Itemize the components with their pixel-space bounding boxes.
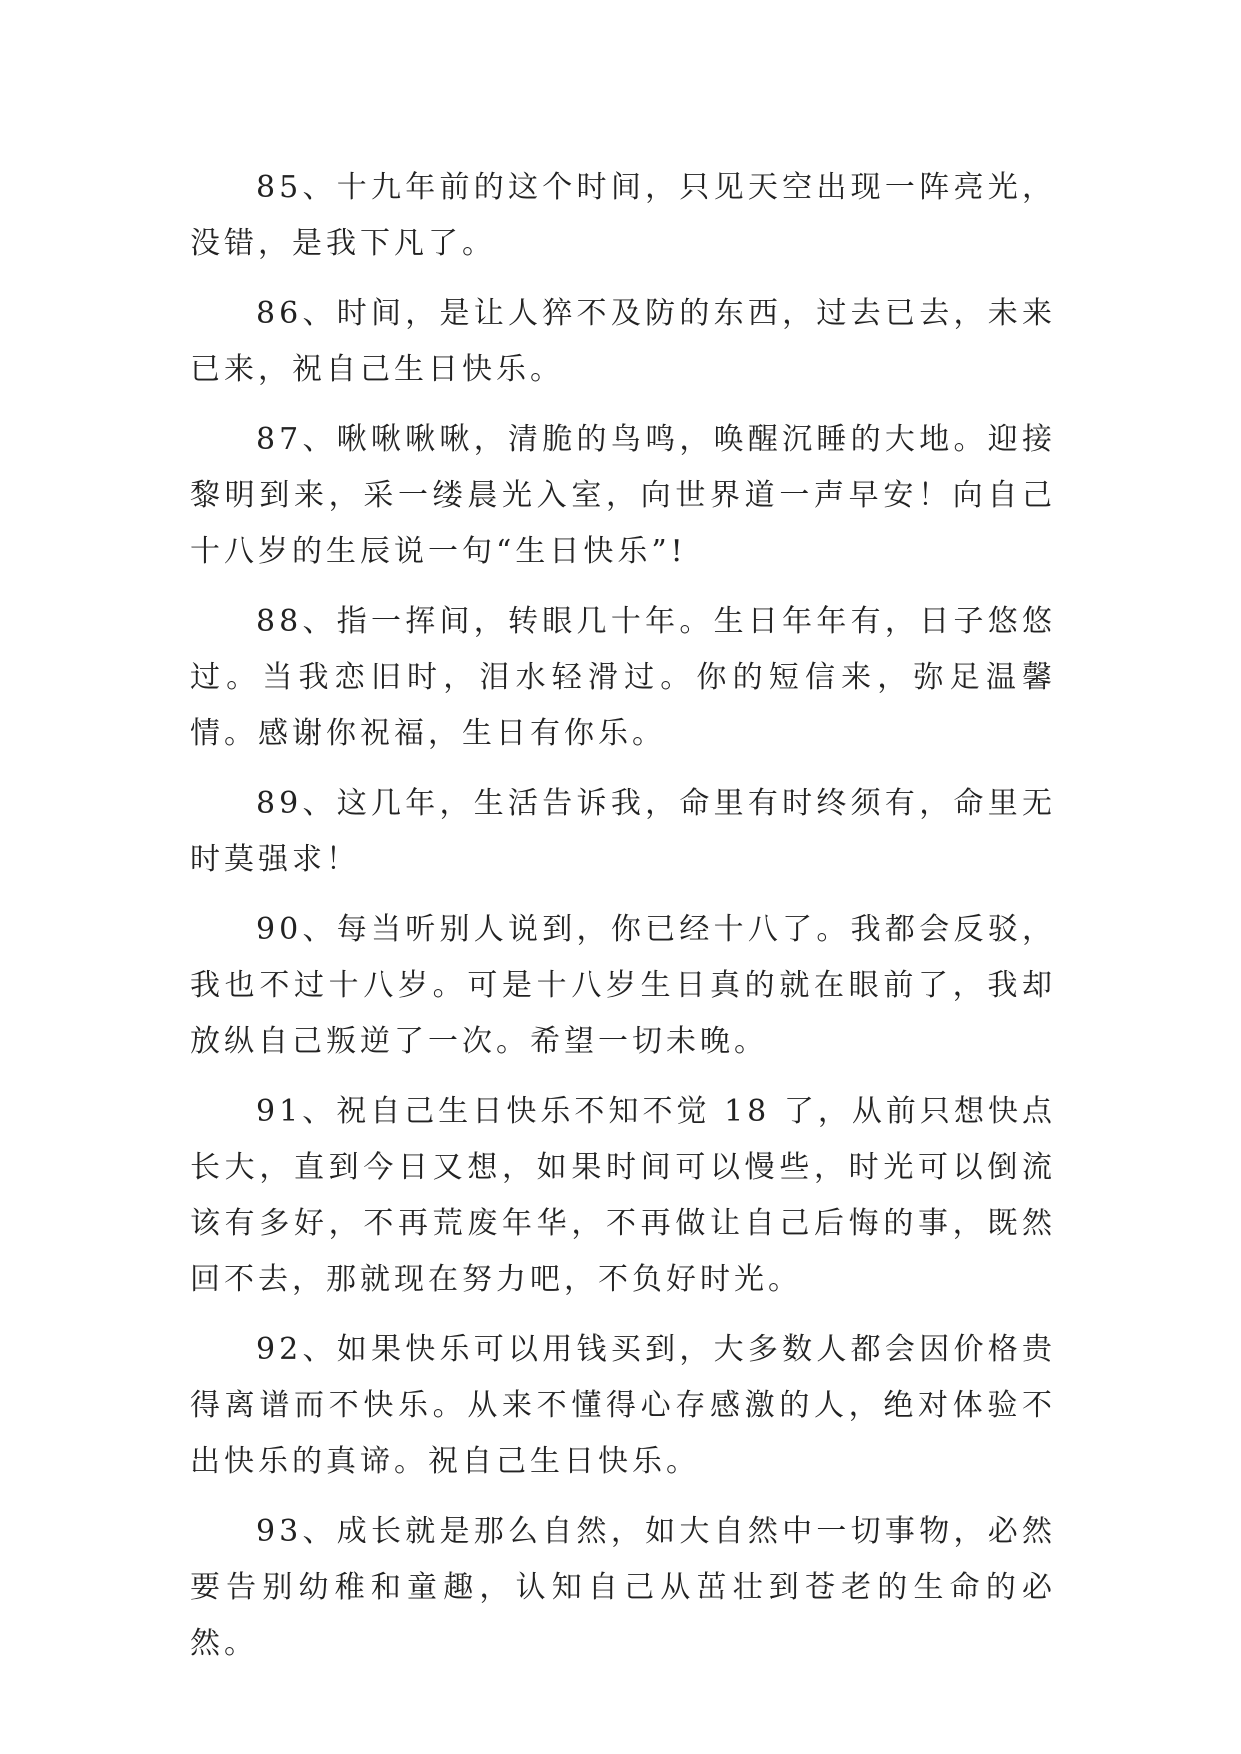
paragraph-92: 92、如果快乐可以用钱买到，大多数人都会因价格贵得离谱而不快乐。从来不懂得心存感激的人，绝对体验不出快乐的真谛。祝自己生日快乐。 (190, 1332, 1056, 1479)
paragraph-87: 87、啾啾啾啾，清脆的鸟鸣，唤醒沉睡的大地。迎接黎明到来，采一缕晨光入室，向世界道一声早安！向自己十八岁的生辰说一句“生日快乐”! (190, 422, 1056, 569)
paragraph-91: 91、祝自己生日快乐不知不觉 18 了，从前只想快点长大，直到今日又想，如果时间可以慢些，时光可以倒流该有多好，不再荒废年华，不再做让自己后悔的事，既然回不去，那就现在努力吧，不负好时光。 (190, 1094, 1056, 1297)
document-body (190, 160, 1056, 1686)
paragraph-88: 88、指一挥间，转眼几十年。生日年年有，日子悠悠过。当我恋旧时，泪水轻滑过。你的短信来，弥足温馨情。感谢你祝福，生日有你乐。 (190, 604, 1056, 751)
paragraph-89: 89、这几年，生活告诉我，命里有时终须有，命里无时莫强求！ (190, 786, 1056, 877)
paragraph-90: 90、每当听别人说到，你已经十八了。我都会反驳，我也不过十八岁。可是十八岁生日真的就在眼前了，我却放纵自己叛逆了一次。希望一切未晚。 (190, 912, 1056, 1059)
paragraph-93: 93、成长就是那么自然，如大自然中一切事物，必然要告别幼稚和童趣，认知自己从茁壮到苍老的生命的必然。 (190, 1514, 1056, 1661)
paragraph-86: 86、时间，是让人猝不及防的东西，过去已去，未来已来，祝自己生日快乐。 (190, 296, 1056, 387)
paragraph-85: 85、十九年前的这个时间，只见天空出现一阵亮光，没错，是我下凡了。 (190, 170, 1056, 261)
